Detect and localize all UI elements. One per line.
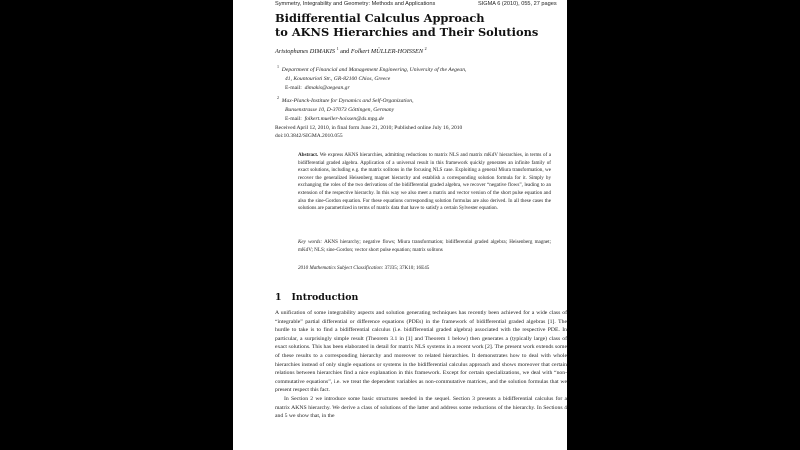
citation-header: SIGMA 6 (2010), 055, 27 pages: [478, 1, 557, 7]
msc-codes: 37J35; 37K10; 16E45: [384, 265, 430, 271]
abstract-label: Abstract.: [298, 152, 319, 158]
keywords: [298, 239, 551, 254]
msc-label: 2010 Mathematics Subject Classification:: [298, 265, 384, 271]
affiliation-2-line2: Bunsenstrasse 10, D-37073 Göttingen, Germany: [285, 106, 395, 113]
received-dates: Received April 12, 2010, in final form June 21, 2010; Published online July 16, 2010: [275, 125, 463, 131]
abstract-text: We express AKNS hierarchies, admitting reductions to matrix NLS and matrix mKdV hierarchies, in terms of a bidifferential graded algebra. Application of a universal result in this framework quickly generates an infinite family of exact solutions, including e.g. the matrix solitons in the focusing NLS case. Exploiting a general Miura transformation, we recover the generalized Heisenberg magnet hierarchy and establish a corresponding solution formula for it. Simply by exchanging the roles of the two derivations of the bidifferential graded algebra, we recover “negative flows”, leading to an extension of the respective hierarchy. In this way we also meet a matrix and vector version of the short pulse equation and also the sine-Gordon equation. For these equations corresponding solution formulas are also derived. In all these cases the solutions are parametrized in terms of matrix data that have to satisfy a certain Sylvester equation.: [298, 152, 551, 212]
affiliation-2-mark: 2: [277, 95, 279, 100]
author-1: Aristophanes DIMAKIS: [275, 48, 335, 56]
keywords-label: Key words:: [298, 239, 323, 245]
doi[interactable]: doi:10.3842/SIGMA.2010.055: [275, 133, 343, 139]
affiliation-2-line1: Max-Planck-Institute for Dynamics and Self-Organization,: [281, 97, 414, 104]
author-list: [275, 46, 427, 55]
author-2: Folkert MÜLLER-HOISSEN: [350, 48, 424, 56]
journal-header: Symmetry, Integrability and Geometry: Methods and Applications: [275, 1, 436, 7]
section-heading: [275, 292, 358, 303]
affiliation-2-email-label: E-mail:: [285, 115, 302, 122]
msc-classification: [298, 265, 429, 271]
author-1-mark: 1: [336, 46, 339, 51]
affiliation-1-line2: 41, Kountourioti Str., GR-82100 Chios, Greece: [285, 75, 391, 82]
affiliation-1-mark: 1: [277, 64, 279, 69]
paper-title-line1: Bidifferential Calculus Approach: [275, 11, 485, 25]
section-title: Introduction: [291, 292, 359, 303]
intro-paragraph-2: In Section 2 we introduce some basic structures needed in the sequel. Section 3 presents a bidifferential calculus for a matrix AKNS hierarchy. We derive a class of solutions of the latter and address some reductions of the hierarchy. In Sections 4 and 5 we show that, in the: [275, 395, 567, 420]
paper-page: [233, 0, 567, 450]
affiliation-2-email[interactable]: folkert.mueller-hoissen@ds.mpg.de: [304, 115, 385, 122]
author-and: and: [340, 48, 350, 56]
intro-paragraph-1: A unification of some integrability aspects and solution generating techniques has recently been achieved for a wide class of “integrable” partial differential or difference equations (PDEs) in the framework of bidifferential graded algebras [1]. The hurdle to take is to find a bidifferential calculus (i.e. bidifferential graded algebra) associated with the respective PDE. In particular, a surprisingly simple result (Theorem 3.1 in [1] and Theorem 1 below) then generates a (typically large) class of exact solutions. This has been elaborated in detail for matrix NLS systems in a recent work [2]. The present work extends some of these results to a corresponding hierarchy and moreover to related hierarchies. It demonstrates how to deal with whole hierarchies instead of only single equations or systems in the bidifferential calculus approach and shows moreover that certain relations between hierarchies find a nice explanation in this framework. Except for certain specializations, we deal with “non-commutative equations”, i.e. we treat the dependent variables as non-commutative matrices, and the solution formulas that we present respect this fact.: [275, 310, 567, 394]
intro-body: [275, 309, 567, 421]
affiliation-1: [277, 62, 466, 93]
affiliation-2: [277, 93, 414, 124]
keywords-text: AKNS hierarchy; negative flows; Miura transformation; bidifferential graded algebra; Heisenberg magnet; mKdV; NLS; sine-Gordon; vector short pulse equation; matrix solitons: [298, 239, 552, 253]
author-2-mark: 2: [424, 46, 427, 51]
section-number: 1: [275, 292, 282, 303]
paper-title-line2: to AKNS Hierarchies and Their Solutions: [275, 25, 539, 39]
affiliation-1-line1: Department of Financial and Management Engineering, University of the Aegean,: [281, 66, 467, 73]
affiliation-1-email[interactable]: dimakis@aegean.gr: [304, 84, 350, 91]
abstract: [298, 152, 551, 213]
affiliation-1-email-label: E-mail:: [285, 84, 302, 91]
